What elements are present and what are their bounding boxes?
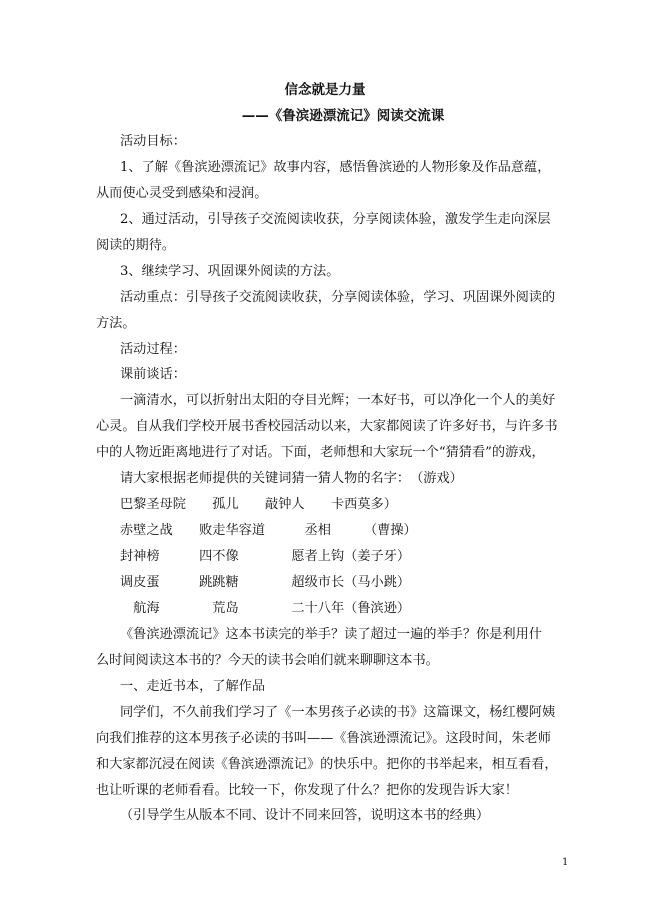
body-line: 阅读的期待。 (96, 238, 176, 253)
body-line: （引导学生从版本不同、设计不同来回答，说明这本书的经典） (120, 808, 490, 823)
body-line: 从而使心灵受到感染和浸润。 (96, 186, 268, 201)
body-line: 一滴清水，可以折射出太阳的夺目光辉；一本好书，可以净化一个人的美好 (120, 393, 556, 408)
game-clue-line: 赤壁之战 败走华容道 丞相 （曹操） (120, 523, 417, 538)
body-line: 《鲁滨逊漂流记》这本书读完的举手？读了超过一遍的举手？你是利用什 (120, 627, 542, 642)
body-line: 活动重点：引导孩子交流阅读收获，分享阅读体验，学习、巩固课外阅读的 (120, 290, 556, 305)
document-title: 信念就是力量 (284, 82, 366, 98)
page-number: 1 (562, 857, 569, 868)
game-clue-line: 巴黎圣母院 孤儿 敲钟人 卡西莫多） (120, 497, 397, 512)
section-heading-part-one: 一、走近书本，了解作品 (120, 679, 266, 694)
game-clue-line: 航海 荒岛 二十八年（鲁滨逊） (120, 601, 411, 616)
section-heading-talk: 课前谈话： (120, 367, 186, 382)
body-line: 2、通过活动，引导孩子交流阅读收获，分享阅读体验，激发学生走向深层 (120, 212, 551, 227)
body-line: 和大家都沉浸在阅读《鲁滨逊漂流记》的快乐中。把你的书举起来，相互看看， (96, 757, 558, 772)
document-subtitle: ——《鲁滨逊漂流记》阅读交流课 (241, 108, 445, 124)
body-line: 1、了解《鲁滨逊漂流记》故事内容，感悟鲁滨逊的人物形象及作品意蕴， (120, 160, 551, 175)
body-line: 请大家根据老师提供的关键词猜一猜人物的名字： （游戏） (120, 471, 463, 486)
section-heading-process: 活动过程： (120, 342, 186, 357)
body-line: 方法。 (96, 316, 136, 331)
body-line: 心灵。自从我们学校开展书香校园活动以来，大家都阅读了许多好书，与许多书 (96, 419, 558, 434)
body-line: 中的人物近距离地进行了对话。下面，老师想和大家玩一个“猜猜看”的游戏， (96, 445, 545, 460)
body-line: 同学们，不久前我们学习了《一本男孩子必读的书》这篇课文，杨红樱阿姨 (120, 705, 556, 720)
game-clue-line: 封神榜 四不像 愿者上钩（姜子牙） (120, 549, 411, 564)
game-clue-line: 调皮蛋 跳跳糖 超级市长（马小跳） (120, 575, 411, 590)
body-line: 也让听课的老师看看。比较一下，你发现了什么？把你的发现告诉大家！ (96, 783, 518, 798)
body-line: 么时间阅读这本书的？今天的读书会咱们就来聊聊这本书。 (96, 653, 439, 668)
section-heading-goals: 活动目标： (120, 134, 186, 149)
body-line: 3、继续学习、巩固课外阅读的方法。 (120, 264, 340, 279)
body-line: 向我们推荐的这本男孩子必读的书叫——《鲁滨逊漂流记》。这段时间，朱老师 (96, 731, 551, 746)
